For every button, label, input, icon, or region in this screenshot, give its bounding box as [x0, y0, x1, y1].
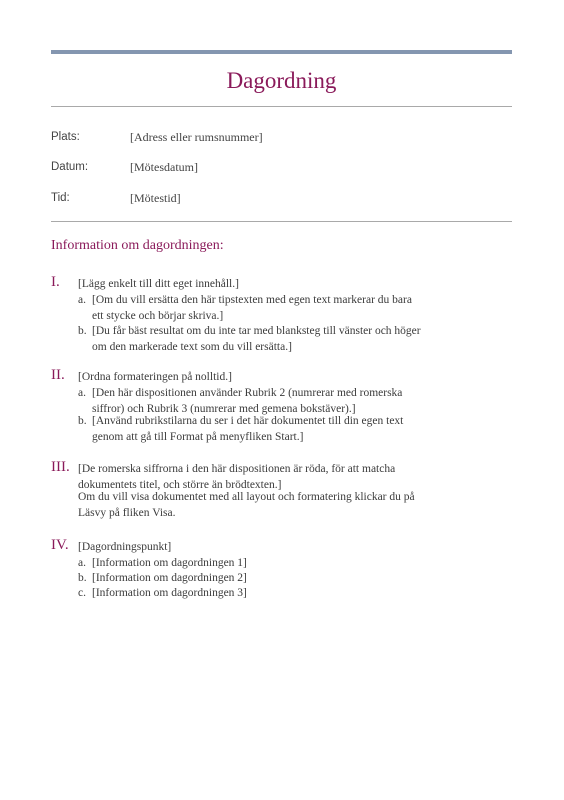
- time-value[interactable]: [Mötestid]: [130, 191, 181, 205]
- date-label: Datum:: [51, 161, 89, 173]
- sub-item-text: [Om du vill ersätta den här tipstexten med egen text markerar du bara ett stycke och börjar skriva.]: [92, 294, 412, 322]
- roman-numeral: II.: [51, 367, 65, 383]
- agenda-item-text[interactable]: [Dagordningspunkt]: [78, 541, 172, 553]
- meta-divider: [51, 221, 512, 222]
- sub-item-text: [Den här dispositionen använder Rubrik 2 (numrerar med romerska siffror) och Rubrik 3 (numrerar med gemena bokstäver).]: [92, 387, 403, 415]
- place-value[interactable]: [Adress eller rumsnummer]: [130, 130, 263, 144]
- roman-numeral: III.: [51, 459, 70, 475]
- agenda-item-text[interactable]: [Lägg enkelt till ditt eget innehåll.]: [78, 278, 239, 290]
- sub-item-text: [Information om dagordningen 2]: [92, 572, 247, 584]
- sub-item-letter: b.: [78, 572, 87, 584]
- document-title[interactable]: Dagordning: [226, 68, 337, 93]
- sub-item-text: [Information om dagordningen 1]: [92, 557, 247, 569]
- sub-item-letter: b.: [78, 415, 87, 427]
- sub-item-letter: a.: [78, 557, 86, 569]
- roman-numeral: IV.: [51, 537, 69, 553]
- roman-numeral: I.: [51, 274, 60, 290]
- place-label: Plats:: [51, 131, 80, 143]
- sub-item-letter: a.: [78, 294, 86, 306]
- sub-item-text: [Information om dagordningen 3]: [92, 587, 247, 599]
- agenda-item-text[interactable]: [Ordna formateringen på nolltid.]: [78, 371, 232, 383]
- title-divider: [51, 106, 512, 107]
- sub-item-letter: a.: [78, 387, 86, 399]
- top-accent-bar: [51, 50, 512, 54]
- section-heading[interactable]: Information om dagordningen:: [51, 238, 224, 253]
- sub-item-text: [Använd rubrikstilarna du ser i det här dokumentet till din egen text genom att gå till Format på menyfliken Start.]: [92, 415, 404, 443]
- sub-item-letter: b.: [78, 325, 87, 337]
- sub-item-text: [Du får bäst resultat om du inte tar med blanksteg till vänster och höger om den markerade text som du vill ersätta.]: [92, 325, 421, 353]
- agenda-item-note[interactable]: Om du vill visa dokumentet med all layout och formatering klickar du på Läsvy på fliken Visa.: [78, 491, 415, 519]
- sub-item-letter: c.: [78, 587, 86, 599]
- agenda-item-text[interactable]: [De romerska siffrorna i den här dispositionen är röda, för att matcha dokumentets titel, och större än brödtexten.]: [78, 463, 396, 491]
- date-value[interactable]: [Mötesdatum]: [130, 160, 198, 174]
- time-label: Tid:: [51, 192, 70, 204]
